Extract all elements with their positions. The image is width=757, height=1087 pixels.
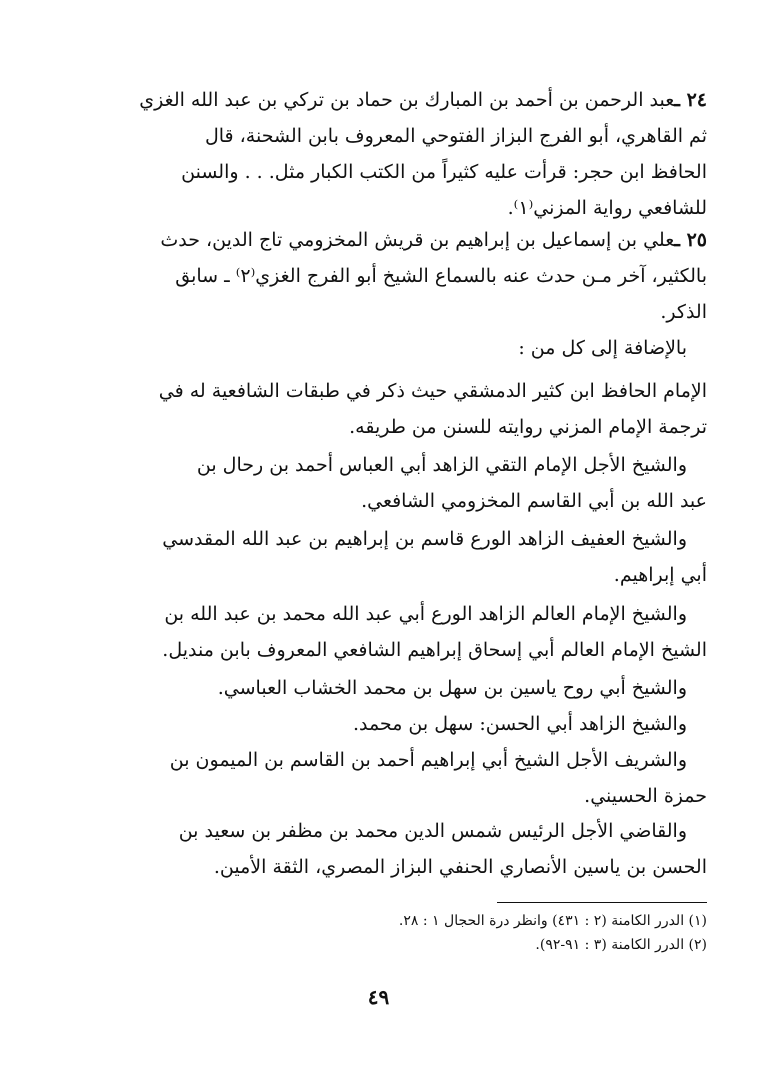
entry-line: الذكر. — [660, 301, 707, 323]
entry-line: للشافعي رواية المزني⁽١⁾. — [507, 197, 707, 219]
footnote-divider — [497, 902, 707, 903]
entry-25 — [96, 222, 707, 330]
entry-number: ٢٥ ـ — [674, 229, 707, 251]
paragraph: والشيخ الأجل الإمام التقي الزاهد أبي العباس أحمد بن رحال بن عبد الله بن أبي القاسم المخزومي الشافعي. — [196, 454, 707, 512]
entry-line: ثم القاهري، أبو الفرج البزاز الفتوحي المعروف بابن الشحنة، قال — [204, 125, 707, 147]
entry-24 — [96, 82, 707, 226]
entry-line: بالكثير، آخر مـن حدث عنه بالسماع الشيخ أبو الفرج الغزي⁽٢⁾ ـ سابق — [175, 265, 707, 287]
paragraph: والشيخ الإمام العالم الزاهد الورع أبي عبد الله محمد بن عبد الله بن الشيخ الإمام العالم أبي إسحاق إبراهيم الشافعي المعروف بابن منديل. — [162, 603, 707, 661]
intro-line: بالإضافة إلى كل من : — [518, 337, 687, 359]
footnote-2: (٢) الدرر الكامنة (٣ : ٩١-٩٢). — [535, 937, 707, 953]
page-number: ٤٩ — [367, 985, 390, 1009]
entry-line: ٢٥ ـعلي بن إسماعيل بن إبراهيم بن قريش المخزومي تاج الدين، حدث — [160, 229, 707, 251]
paragraph: الإمام الحافظ ابن كثير الدمشقي حيث ذكر في طبقات الشافعية له في ترجمة الإمام المزني روايته للسنن من طريقه. — [158, 380, 707, 438]
paragraph: والشيخ العفيف الزاهد الورع قاسم بن إبراهيم بن عبد الله المقدسي أبي إبراهيم. — [162, 528, 707, 586]
entry-number: ٢٤ ـ — [674, 89, 707, 111]
entry-line: الحافظ ابن حجر: قرأت عليه كثيراً من الكتب الكبار مثل. . . والسنن — [181, 161, 707, 183]
paragraph: والشيخ أبي روح ياسين بن سهل بن محمد الخشاب العباسي. والشيخ الزاهد أبي الحسن: سهل بن محمد. والشريف الأجل الشيخ أبي إبراهيم أحمد بن القاسم بن الميمون بن حمزة الحسيني. — [169, 677, 707, 807]
entry-line: ٢٤ ـعبد الرحمن بن أحمد بن المبارك بن حماد بن تركي بن عبد الله الغزي — [139, 89, 707, 111]
footnote-1: (١) الدرر الكامنة (٢ : ٤٣١) وانظر درة الحجال ١ : ٢٨. — [398, 913, 707, 929]
paragraph: والقاضي الأجل الرئيس شمس الدين محمد بن مظفر بن سعيد بن الحسن بن ياسين الأنصاري الحنفي البزاز المصري، الثقة الأمين. — [178, 820, 707, 878]
